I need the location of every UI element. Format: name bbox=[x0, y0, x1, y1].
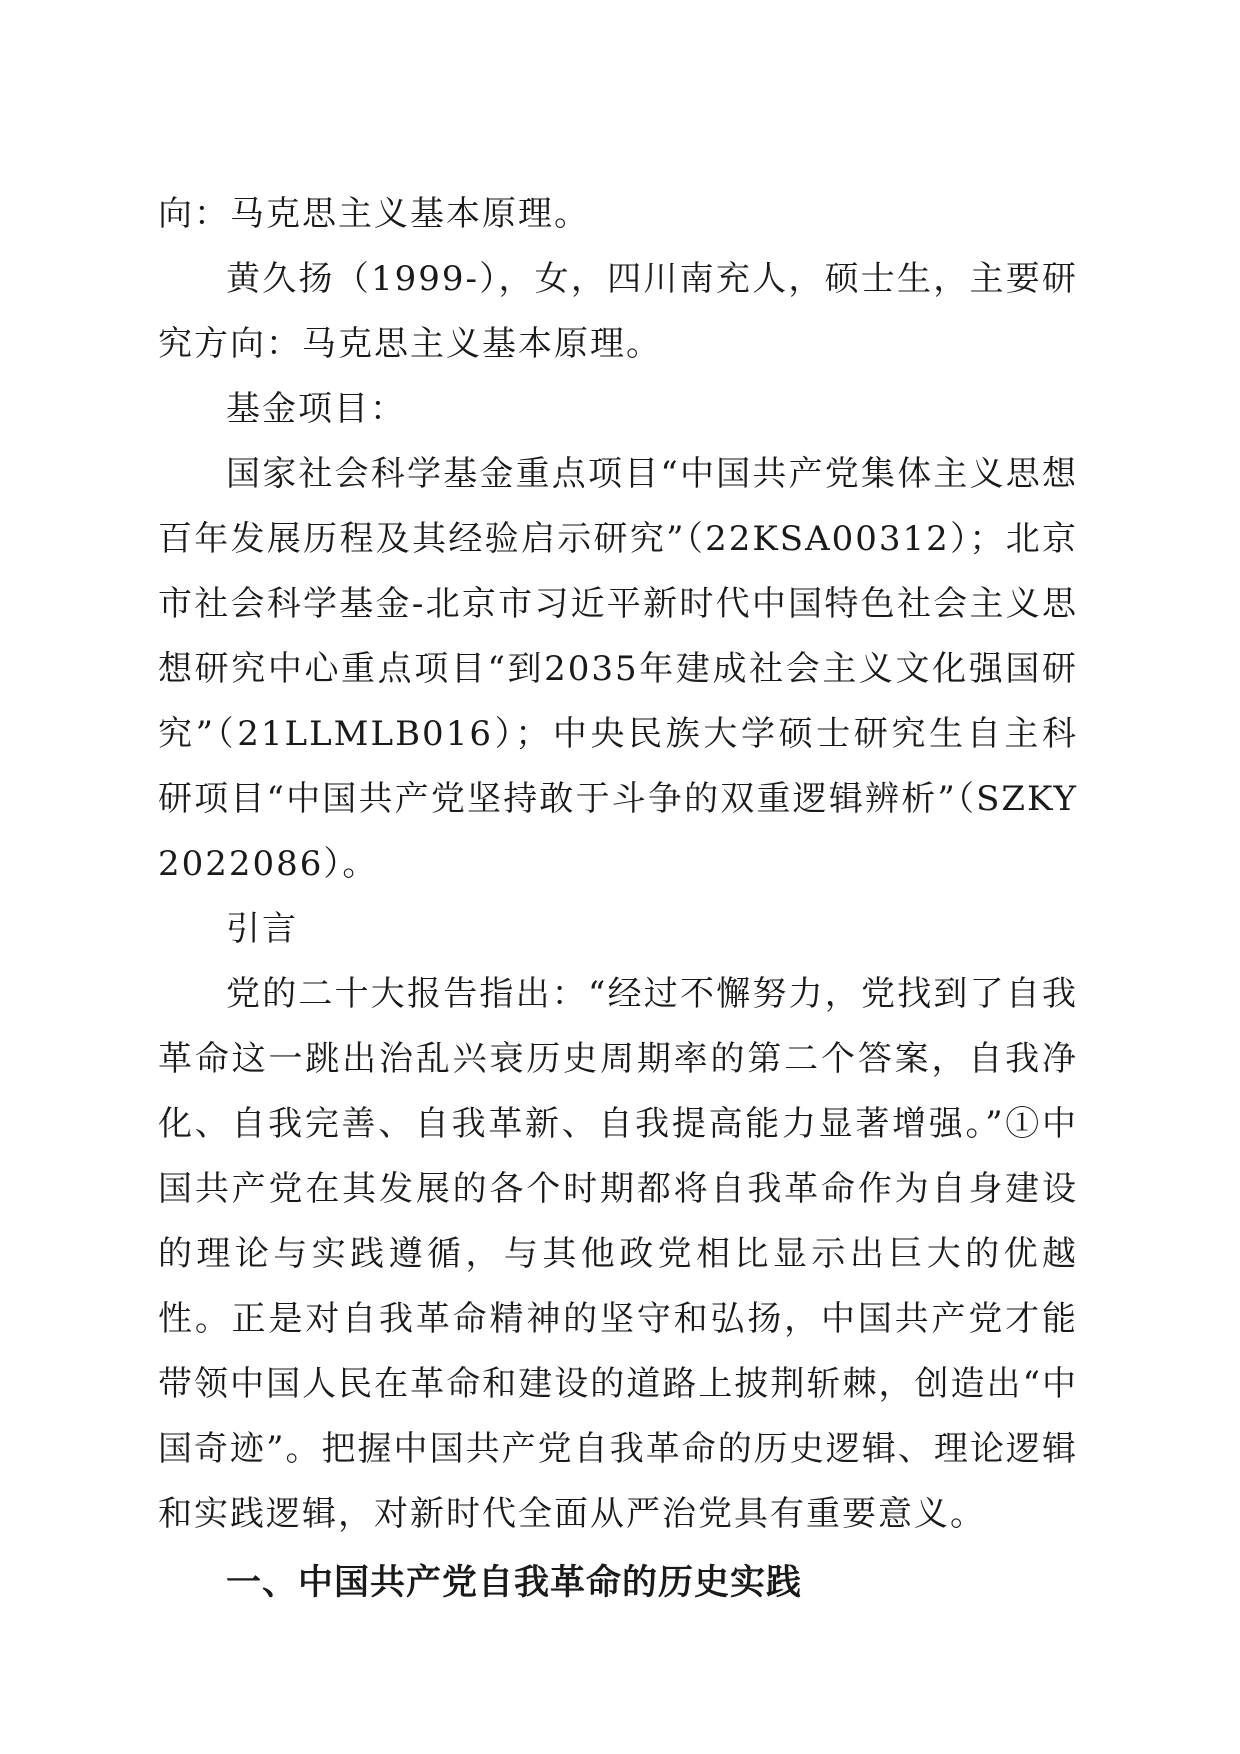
document-page bbox=[158, 182, 1078, 1616]
funding-paragraph: 国家社会科学基金重点项目“中国共产党集体主义思想百年发展历程及其经验启示研究”（22KSA00312）；北京市社会科学基金-北京市习近平新时代中国特色社会主义思想研究中心重点项目“到2035年建成社会主义文化强国研究”（21LLMLB016）；中央民族大学硕士研究生自主科研项目“中国共产党坚持敢于斗争的双重逻辑辨析”（SZKY2022086）。 bbox=[158, 454, 1078, 884]
author-bio-continuation: 向：马克思主义基本原理。 bbox=[158, 194, 590, 234]
funding-label: 基金项目： bbox=[226, 389, 406, 429]
section-heading: 一、中国共产党自我革命的历史实践 bbox=[226, 1563, 803, 1603]
author-bio-paragraph: 黄久扬（1999-），女，四川南充人，硕士生，主要研究方向：马克思主义基本原理。 bbox=[158, 259, 1078, 364]
introduction-label: 引言 bbox=[226, 909, 298, 949]
introduction-paragraph: 党的二十大报告指出：“经过不懈努力，党找到了自我革命这一跳出治乱兴衰历史周期率的第二个答案，自我净化、自我完善、自我革新、自我提高能力显著增强。”①中国共产党在其发展的各个时期都将自我革命作为自身建设的理论与实践遵循，与其他政党相比显示出巨大的优越性。正是对自我革命精神的坚守和弘扬，中国共产党才能带领中国人民在革命和建设的道路上披荆斩棘，创造出“中国奇迹”。把握中国共产党自我革命的历史逻辑、理论逻辑和实践逻辑，对新时代全面从严治党具有重要意义。 bbox=[158, 974, 1078, 1534]
